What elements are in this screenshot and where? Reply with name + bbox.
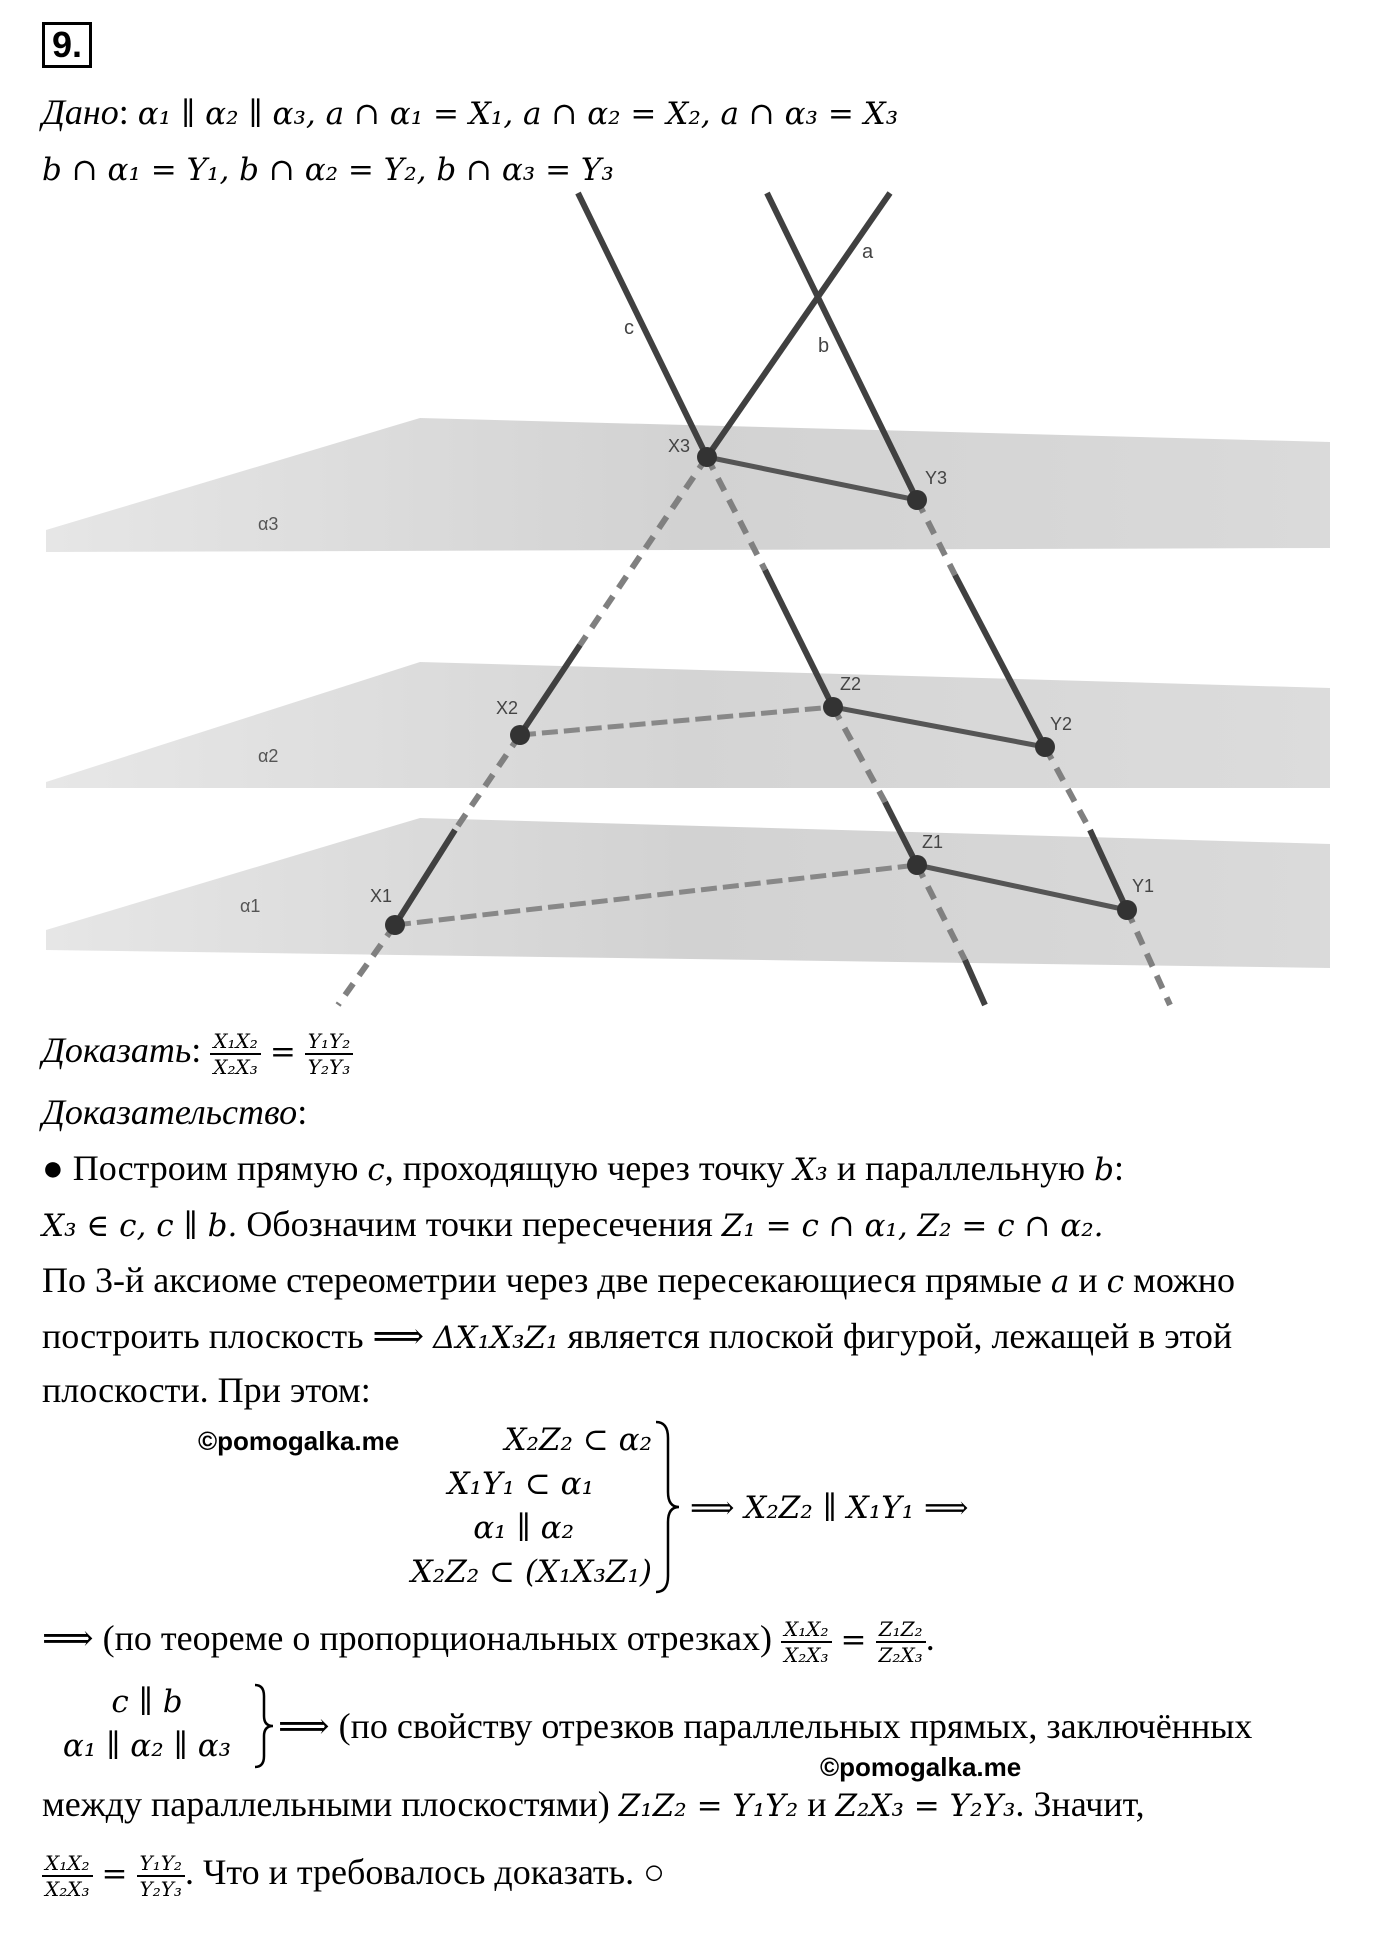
label-line-c: c bbox=[624, 317, 634, 339]
point-z1 bbox=[907, 855, 927, 875]
given-condition-2: b ∩ α₁ = Y₁, b ∩ α₂ = Y₂, b ∩ α₃ = Y₃ bbox=[42, 152, 614, 188]
proof-paragraph-1: ● Построим прямую c, проходящую через точку X₃ и параллельную b: bbox=[42, 1148, 1124, 1188]
plane-alpha2 bbox=[46, 662, 1330, 788]
line-c-bottom bbox=[965, 960, 985, 1005]
label-plane-alpha1: α1 bbox=[240, 896, 261, 916]
label-point-x1: X1 bbox=[370, 886, 393, 906]
point-z2 bbox=[823, 697, 843, 717]
given-label: Дано bbox=[42, 92, 119, 132]
label-point-x3: X3 bbox=[668, 436, 691, 456]
label-line-a: a bbox=[862, 241, 874, 263]
proof-paragraph-2: X₃ ∈ c, c ∥ b. Обозначим точки пересечения Z₁ = c ∩ α₁, Z₂ = c ∩ α₂. bbox=[42, 1204, 1104, 1244]
given-line-1: Дано: α₁ ∥ α₂ ∥ α₃, a ∩ α₁ = X₁, a ∩ α₂ = X₂, a ∩ α₃ = X₃ bbox=[42, 92, 899, 132]
proof-paragraph-6: ⟹ (по теореме о пропорциональных отрезках) $\frac{\text{X₁X₂}}{\text{X₂X₃}}$ = $\frac{\text{Z₁Z₂}}{\text{Z₂X₃}}$ . bbox=[42, 1616, 935, 1667]
point-y3 bbox=[907, 490, 927, 510]
given-line-2 bbox=[42, 146, 614, 192]
point-y2 bbox=[1035, 737, 1055, 757]
fraction-z1z2-z2x3: $\frac{\text{Z₁Z₂}}{\text{Z₂X₃}}$ bbox=[876, 1617, 926, 1667]
point-y1 bbox=[1117, 900, 1137, 920]
brace-1 bbox=[652, 1418, 682, 1596]
proof-label: Доказательство bbox=[42, 1092, 298, 1132]
brace-2 bbox=[252, 1682, 276, 1770]
system-2-result: ⟹ (по свойству отрезков параллельных прямых, заключённых bbox=[278, 1706, 1253, 1746]
fraction-x1x2-x2x3: $\frac{\text{X₁X₂}}{\text{X₂X₃}}$ bbox=[781, 1617, 832, 1667]
label-point-z1: Z1 bbox=[922, 832, 944, 852]
system-1: X₂Z₂ ⊂ α₂ X₁Y₁ ⊂ α₁ α₁ ∥ α₂ X₂Z₂ ⊂ (X₁X₃Z₁) bbox=[410, 1422, 652, 1590]
geometry-figure bbox=[0, 190, 1400, 1010]
final-fraction-left: $\frac{\text{X₁X₂}}{\text{X₂X₃}}$ bbox=[42, 1851, 93, 1901]
proof-paragraph-3: По 3-й аксиоме стереометрии через две пересекающиеся прямые a и c можно bbox=[42, 1260, 1236, 1300]
watermark-1: ©pomogalka.me bbox=[198, 1426, 400, 1456]
label-point-x2: X2 bbox=[496, 698, 519, 718]
label-plane-alpha3: α3 bbox=[258, 514, 279, 534]
label-point-y3: Y3 bbox=[925, 468, 948, 488]
watermark-2: ©pomogalka.me bbox=[820, 1752, 1022, 1782]
label-point-y2: Y2 bbox=[1050, 714, 1073, 734]
label-point-y1: Y1 bbox=[1132, 876, 1155, 896]
prove-fraction-right: $\frac{\text{Y₁Y₂}}{\text{Y₂Y₃}}$ bbox=[305, 1029, 353, 1079]
system-2: c ∥ b α₁ ∥ α₂ ∥ α₃ bbox=[62, 1684, 232, 1764]
proof-paragraph-5: плоскости. При этом: bbox=[42, 1370, 371, 1410]
final-fraction-right: $\frac{\text{Y₁Y₂}}{\text{Y₂Y₃}}$ bbox=[137, 1851, 185, 1901]
label-point-z2: Z2 bbox=[840, 674, 862, 694]
prove-fraction-left: $\frac{\text{X₁X₂}}{\text{X₂X₃}}$ bbox=[210, 1029, 261, 1079]
system-1-result: ⟹ X₂Z₂ ∥ X₁Y₁ ⟹ bbox=[690, 1490, 969, 1526]
point-x1 bbox=[385, 915, 405, 935]
proof-paragraph-4: построить плоскость ⟹ ΔX₁X₃Z₁ является плоской фигурой, лежащей в этой bbox=[42, 1316, 1233, 1356]
label-line-b: b bbox=[818, 335, 830, 357]
proof-conclusion: $\frac{\text{X₁X₂}}{\text{X₂X₃}}$ = $\frac{\text{Y₁Y₂}}{\text{Y₂Y₃}}$ . Что и требовалось доказать. ○ bbox=[42, 1842, 665, 1904]
point-x3 bbox=[697, 447, 717, 467]
line-c-top bbox=[578, 193, 707, 457]
prove-label: Доказать bbox=[42, 1030, 192, 1070]
problem-number: 9. bbox=[42, 22, 92, 68]
given-condition-1: α₁ ∥ α₂ ∥ α₃, a ∩ α₁ = X₁, a ∩ α₂ = X₂, a ∩ α₃ = X₃ bbox=[137, 96, 899, 132]
point-x2 bbox=[510, 725, 530, 745]
proof-heading: Доказательство: bbox=[42, 1092, 308, 1132]
prove-line: Доказать: $\frac{\text{X₁X₂}}{\text{X₂X₃}}$ = $\frac{\text{Y₁Y₂}}{\text{Y₂Y₃}}$ bbox=[42, 1020, 353, 1082]
line-a-top bbox=[707, 193, 890, 457]
proof-paragraph-7: между параллельными плоскостями) Z₁Z₂ = Y₁Y₂ и Z₂X₃ = Y₂Y₃. Значит, bbox=[42, 1784, 1145, 1824]
label-plane-alpha2: α2 bbox=[258, 746, 279, 766]
